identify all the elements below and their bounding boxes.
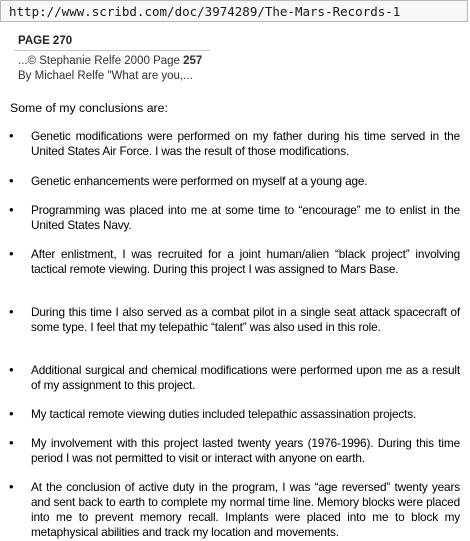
page-label: PAGE 270 bbox=[18, 35, 73, 47]
bullet-marker: • bbox=[9, 173, 14, 188]
list-item-text: My involvement with this project lasted twenty years (1976-1996). During this time period I was not permitted to visit or interact with anyone on earth. bbox=[31, 436, 460, 465]
bullet-marker: • bbox=[9, 479, 14, 494]
list-item-text: Programming was placed into me at some time to “encourage” me to enlist in the United States Navy. bbox=[31, 203, 460, 232]
bullet-marker: • bbox=[9, 435, 14, 450]
intro-text: Some of my conclusions are: bbox=[10, 101, 168, 115]
url-text[interactable]: http://www.scribd.com/doc/3974289/The-Mars-Records-1 bbox=[9, 4, 401, 19]
list-item-text: Genetic enhancements were performed on myself at a young age. bbox=[31, 174, 368, 188]
copyright-line bbox=[18, 55, 202, 67]
copyright-text: ...© Stephanie Relfe 2000 Page bbox=[18, 55, 184, 67]
list-item-text: Additional surgical and chemical modifications were performed upon me as a result of my assignment to this project. bbox=[31, 363, 460, 392]
bullet-marker: • bbox=[9, 406, 14, 421]
bullet-marker: • bbox=[9, 202, 14, 217]
address-bar[interactable] bbox=[0, 0, 468, 22]
list-item-text: During this time I also served as a combat pilot in a single seat attack spacecraft of some type. I feel that my telepathic “talent” was also used in this role. bbox=[31, 305, 460, 334]
list-item-text: Genetic modifications were performed on my father during his time served in the United States Air Force. I was the result of those modifications. bbox=[31, 129, 460, 158]
list-item-text: After enlistment, I was recruited for a joint human/alien “black project” involving tactical remote viewing. During this project I was assigned to Mars Base. bbox=[31, 247, 460, 276]
list-item-text: At the conclusion of active duty in the program, I was “age reversed” twenty years and sent back to earth to complete my normal time line. Memory blocks were placed into me to prevent memory recall. Implants were placed into me to block my metaphysical abilities and track my location and movements. bbox=[31, 480, 460, 539]
bullet-marker: • bbox=[9, 246, 14, 261]
bullet-marker: • bbox=[9, 128, 14, 143]
page-number: 257 bbox=[183, 55, 203, 67]
bullet-marker: • bbox=[9, 304, 14, 319]
bullet-marker: • bbox=[9, 362, 14, 377]
list-item-text: My tactical remote viewing duties included telepathic assassination projects. bbox=[31, 407, 417, 421]
author-line: By Michael Relfe "What are you,... bbox=[18, 70, 193, 82]
header-divider bbox=[14, 50, 210, 51]
